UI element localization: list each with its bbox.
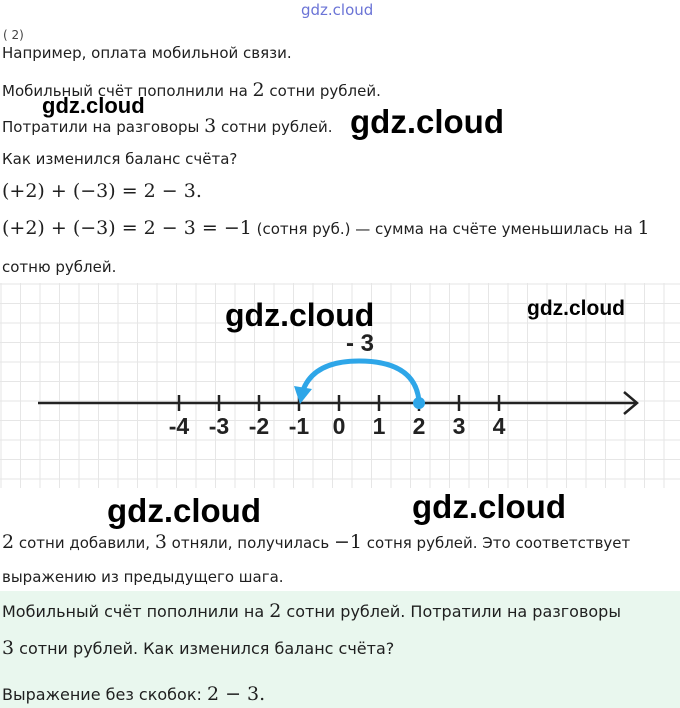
task-line-1 <box>2 600 621 622</box>
cut-off-math: ( 2) <box>3 28 24 42</box>
task-line-3 <box>2 683 265 705</box>
text-line-2-pre: Мобильный счёт пополнили на <box>2 82 253 100</box>
text-line-4: Как изменился баланс счёта? <box>2 150 238 168</box>
watermark-top: gdz.cloud <box>301 1 374 19</box>
watermark-6: gdz.cloud <box>412 488 566 525</box>
text-line-1: Например, оплата мобильной связи. <box>2 44 292 62</box>
task-line-1-post: сотни рублей. Потратили на разговоры <box>281 602 621 621</box>
tick-label: 1 <box>372 413 386 439</box>
step-label: - 3 <box>345 330 375 357</box>
text-line-8-a: сотни добавили, <box>14 534 155 552</box>
task-line-2 <box>2 637 394 659</box>
text-line-8-n3: −1 <box>334 531 363 553</box>
text-line-8 <box>2 531 630 553</box>
tick-label: -4 <box>168 413 190 439</box>
math-line-6: (+2) + (−3) = 2 − 3 = −1 <box>2 217 252 239</box>
task-line-1-pre: Мобильный счёт пополнили на <box>2 602 270 621</box>
tick-label: -2 <box>248 413 270 439</box>
start-point <box>413 397 425 409</box>
task-box <box>0 591 680 708</box>
tick-label: 0 <box>332 413 346 439</box>
text-line-8-n1: 2 <box>2 531 15 553</box>
watermark-2: gdz.cloud <box>350 103 504 140</box>
text-line-3-post: сотни рублей. <box>216 118 333 136</box>
text-line-7: сотню рублей. <box>2 258 117 276</box>
text-line-8-c: сотня рублей. Это соответствует <box>362 534 631 552</box>
watermark-4: gdz.cloud <box>527 297 625 320</box>
text-line-6-num: 1 <box>637 217 650 239</box>
tick-label: 4 <box>492 413 506 439</box>
watermark-5: gdz.cloud <box>107 492 261 529</box>
text-line-2-post: сотни рублей. <box>264 82 381 100</box>
tick-label: -3 <box>208 413 230 439</box>
task-line-1-num: 2 <box>269 600 282 622</box>
watermark-3: gdz.cloud <box>225 297 375 333</box>
text-line-2-num: 2 <box>252 79 265 101</box>
task-line-2-post: сотни рублей. Как изменился баланс счёта? <box>14 639 395 658</box>
text-line-6 <box>2 217 650 239</box>
text-line-6-text: (сотня руб.) — сумма на счёте уменьшилась на <box>251 220 638 238</box>
text-line-8-b: отняли, получилась <box>166 534 334 552</box>
math-line-5: (+2) + (−3) = 2 − 3. <box>2 180 202 202</box>
tick-label: -1 <box>288 413 310 439</box>
task-line-3-math: 2 − 3. <box>206 683 266 705</box>
tick-label: 3 <box>452 413 466 439</box>
watermark-1: gdz.cloud <box>42 93 145 118</box>
text-line-9: выражению из предыдущего шага. <box>2 568 284 586</box>
text-line-3-pre: Потратили на разговоры <box>2 118 205 136</box>
text-line-8-n2: 3 <box>154 531 167 553</box>
task-line-2-num: 3 <box>2 637 15 659</box>
tick-label: 2 <box>412 413 426 439</box>
task-line-3-pre: Выражение без скобок: <box>2 685 207 704</box>
text-line-3-num: 3 <box>204 115 217 137</box>
